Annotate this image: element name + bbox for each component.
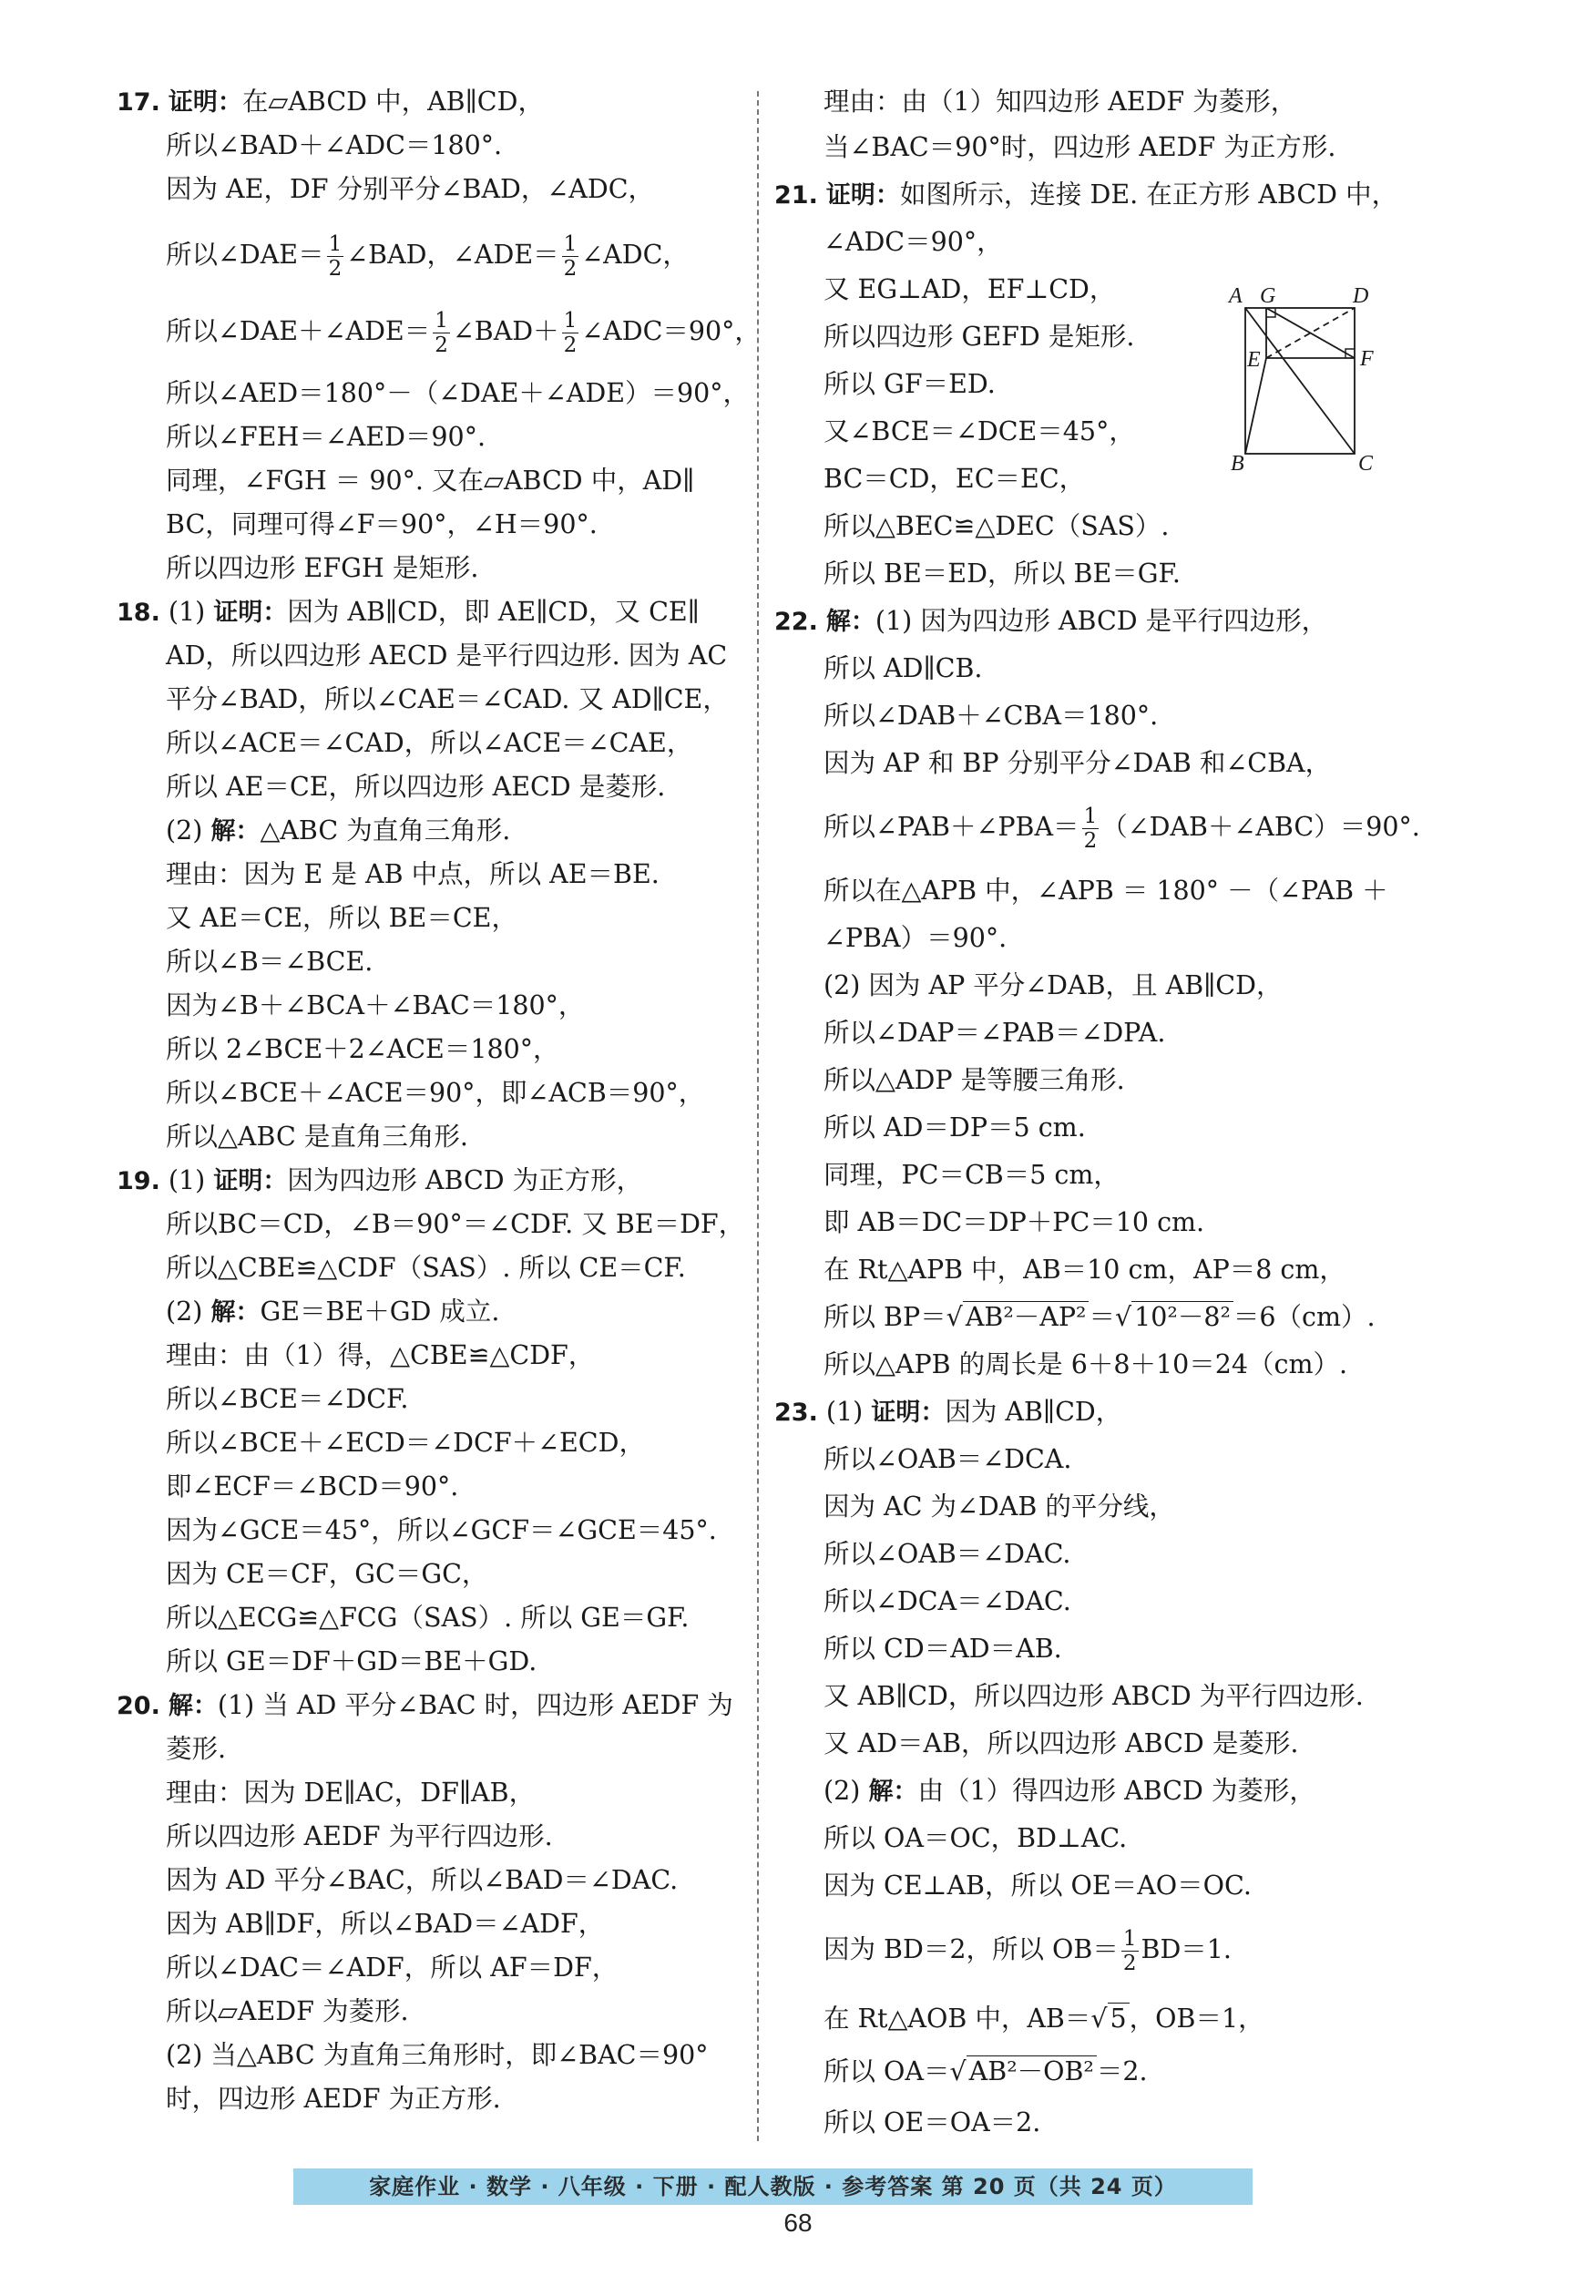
label-f: F: [1360, 347, 1374, 371]
line-text: 所以∠BCE＋∠ECD＝∠DCF＋∠ECD，: [166, 1428, 645, 1458]
line-text: ∠ADC＝90°，: [581, 316, 761, 346]
answer-line: [166, 1950, 618, 1986]
line-text: (1): [168, 1165, 214, 1195]
fraction-denominator: 2: [563, 257, 578, 281]
answer-line: [166, 1556, 487, 1593]
question-number: 20.: [117, 1692, 160, 1720]
radicand: AB²－AP²: [963, 1301, 1090, 1332]
fraction-numerator: 1: [435, 309, 448, 333]
answer-line: [166, 1338, 594, 1374]
line-text: 所以四边形 EFGH 是矩形.: [166, 553, 479, 583]
line-text: 所以▱AEDF 为菱形.: [166, 1996, 409, 2026]
fraction-numerator: 1: [563, 232, 578, 256]
answer-line: [824, 1252, 1345, 1288]
answer-line: [166, 171, 654, 208]
question-number: 18.: [117, 599, 160, 627]
line-text: 所以△ADP 是等腰三角形.: [824, 1065, 1125, 1095]
answer-line: [166, 1775, 535, 1811]
line-text: (2): [166, 1297, 211, 1327]
answer-line: [774, 1394, 1121, 1431]
label-d: D: [1353, 284, 1369, 308]
answer-line: [824, 1678, 1364, 1715]
answer-line: [824, 1347, 1347, 1383]
question-number: 17.: [117, 88, 160, 117]
line-text: 所以△APB 的周长是 6＋8＋10＝24（cm）.: [824, 1349, 1348, 1379]
answer-line: [166, 1512, 717, 1549]
line-text: 所以∠OAB＝∠DCA.: [824, 1444, 1072, 1474]
answer-line: [824, 873, 1388, 909]
label-c: C: [1358, 452, 1374, 472]
line-text: 所以 BP＝√: [824, 1302, 963, 1332]
answer-line: [166, 725, 692, 762]
line-text: (1): [168, 597, 214, 627]
line-text-rest: 由（1）得四边形 ABCD 为菱形，: [917, 1776, 1315, 1806]
line-text: 时，四边形 AEDF 为正方形.: [166, 2084, 501, 2114]
question-number: 23.: [774, 1399, 818, 1427]
line-text: 在 Rt△AOB 中，AB＝√: [824, 2004, 1108, 2034]
line-text: ，OB＝1，: [1129, 2004, 1264, 2034]
line-text: 因为 AE，DF 分别平分∠BAD，∠ADC，: [166, 174, 655, 204]
line-text: 所以∠DAB＋∠CBA＝180°.: [824, 701, 1159, 731]
proof-keyword: 证明：: [168, 88, 242, 117]
line-text: (1) 当 AD 平分∠BAC 时，四边形 AEDF 为: [217, 1690, 733, 1720]
answer-line: [117, 1163, 642, 1200]
answer-line: [824, 224, 1003, 261]
line-text: ＝2.: [1096, 2056, 1148, 2086]
line-text: 所以∠OAB＝∠DAC.: [824, 1539, 1071, 1569]
answer-line: [166, 2037, 709, 2074]
question-number: 21.: [774, 181, 818, 210]
proof-keyword: 解：: [210, 1298, 261, 1327]
fraction: [433, 309, 450, 357]
answer-line: [824, 1584, 1071, 1620]
answer-line: [824, 1820, 1127, 1857]
answer-line: [166, 1031, 559, 1068]
answer-line: [166, 1206, 744, 1243]
answer-line: [166, 550, 478, 587]
line-text: 所以 AE＝CE，所以四边形 AECD 是菱形.: [166, 772, 666, 802]
answer-line: [166, 507, 598, 543]
line-text: BC，同理可得∠F＝90°，∠H＝90°.: [166, 509, 598, 539]
answer-line: [166, 769, 665, 805]
line-text: 又 AE＝CE，所以 BE＝CE，: [166, 903, 517, 933]
line-text: (1) 因为四边形 ABCD 是平行四边形，: [875, 606, 1328, 636]
line-text: 因为 AB∥DF，所以∠BAD＝∠ADF，: [166, 1909, 605, 1939]
line-text: 所以∠PAB＋∠PBA＝: [824, 812, 1079, 842]
answer-line: [824, 1299, 1376, 1336]
line-text: ＝√: [1089, 1302, 1132, 1332]
line-text: 所以 AD∥CB.: [824, 653, 983, 683]
answer-line: [824, 794, 1420, 860]
fraction: [1082, 805, 1100, 853]
answer-line: [166, 1425, 645, 1461]
answer-line: [824, 461, 1085, 497]
fraction: [562, 232, 579, 281]
line-text: 所以∠DCA＝∠DAC.: [824, 1586, 1071, 1616]
answer-line: [166, 128, 502, 164]
answer-line: [166, 856, 660, 893]
answer-line: [824, 745, 1331, 782]
answer-line: [824, 2001, 1264, 2037]
line-text: 理由：因为 E 是 AB 中点，所以 AE＝BE.: [166, 859, 660, 889]
answer-line: [166, 419, 486, 456]
fraction-denominator: 2: [435, 333, 448, 357]
line-text-rest: 因为 AB∥CD，: [945, 1397, 1122, 1427]
line-text: 同理，PC＝CB＝5 cm，: [824, 1160, 1120, 1190]
line-text: 因为∠GCE＝45°，所以∠GCF＝∠GCE＝45°.: [166, 1515, 717, 1545]
answer-line: [166, 1906, 604, 1942]
line-text: 所以四边形 AEDF 为平行四边形.: [166, 1821, 553, 1851]
line-text: 所以∠BCE＋∠ACE＝90°，即∠ACB＝90°，: [166, 1078, 705, 1108]
answer-line: [824, 1110, 1086, 1146]
answer-line: [824, 84, 1296, 120]
line-text: (2) 因为 AP 平分∠DAB，且 AB∥CD，: [824, 970, 1283, 1000]
answer-line: [824, 651, 982, 687]
answer-line: [824, 2105, 1040, 2141]
answer-line: [824, 414, 1135, 450]
fraction-denominator: 2: [1083, 829, 1098, 853]
answer-line: [166, 813, 510, 850]
answer-line: [824, 556, 1181, 592]
line-text: 所以∠AED＝180°－（∠DAE＋∠ADE）＝90°，: [166, 378, 750, 408]
line-text: 所以∠ACE＝∠CAD，所以∠ACE＝∠CAE，: [166, 728, 693, 758]
answer-line: [824, 698, 1158, 734]
radicand: 10²－8²: [1131, 1301, 1233, 1332]
line-text: 又 AB∥CD，所以四边形 ABCD 为平行四边形.: [824, 1681, 1364, 1711]
answer-line: [774, 177, 1397, 214]
question-number: 19.: [117, 1167, 160, 1195]
line-text: 因为 AP 和 BP 分别平分∠DAB 和∠CBA，: [824, 748, 1332, 778]
fraction: [1121, 1927, 1139, 1975]
answer-line: [824, 129, 1335, 166]
line-text: 所以 GE＝DF＋GD＝BE＋GD.: [166, 1646, 537, 1676]
fraction: [327, 232, 344, 281]
answer-line: [117, 84, 544, 121]
line-text: 同理，∠FGH ＝ 90°. 又在▱ABCD 中，AD∥: [166, 466, 695, 496]
proof-keyword: 解：: [825, 608, 875, 636]
answer-line: [824, 366, 996, 403]
answer-line: [824, 272, 1115, 308]
line-text: 又∠BCE＝∠DCE＝45°，: [824, 416, 1135, 446]
answer-line: [166, 222, 689, 288]
line-text: 所以∠BAD＋∠ADC＝180°.: [166, 130, 503, 160]
answer-line: [824, 1917, 1232, 1983]
answer-line: [824, 1062, 1125, 1099]
line-text: 因为∠B＋∠BCA＋∠BAC＝180°，: [166, 990, 585, 1020]
line-text: 因为 AC 为∠DAB 的平分线，: [824, 1491, 1175, 1522]
proof-keyword: 解：: [210, 817, 261, 846]
answer-line: [824, 920, 1007, 957]
proof-keyword: 证明：: [825, 181, 900, 210]
answer-line: [166, 638, 727, 674]
line-text: 所以∠DAE＝: [166, 240, 324, 270]
answer-line: [166, 463, 694, 499]
answer-line: [166, 299, 761, 364]
answer-line: [166, 1819, 553, 1855]
answer-line: [166, 1644, 537, 1680]
line-text: AD，所以四边形 AECD 是平行四边形. 因为 AC: [166, 641, 728, 671]
line-text: ∠ADC，: [581, 240, 689, 270]
line-text-rest: GE＝BE＋GD 成立.: [260, 1297, 500, 1327]
proof-keyword: 证明：: [871, 1399, 946, 1427]
proof-keyword: 解：: [868, 1778, 918, 1806]
line-text: 菱形.: [166, 1734, 227, 1764]
answer-line: [824, 1204, 1204, 1241]
answer-line: [166, 375, 749, 412]
answer-line: [774, 603, 1327, 641]
footer-banner: 家庭作业 · 数学 · 八年级 · 下册 · 配人教版 · 参考答案 第 20 页（共 24 页）: [293, 2168, 1253, 2205]
radicand: 5: [1108, 2003, 1130, 2034]
line-text: 所以 OE＝OA＝2.: [824, 2107, 1041, 2137]
page-number: 68: [783, 2209, 813, 2237]
answer-line: [824, 319, 1134, 355]
fraction-numerator: 1: [1083, 805, 1098, 828]
line-text: 当∠BAC＝90°时，四边形 AEDF 为正方形.: [824, 132, 1336, 162]
answer-line: [166, 1381, 408, 1418]
line-text: 所以△BEC≌△DEC（SAS）.: [824, 511, 1170, 541]
answer-line: [166, 944, 373, 980]
fraction-denominator: 2: [328, 257, 343, 281]
answer-line: [824, 1157, 1120, 1194]
line-text: 因为 BD＝2，所以 OB＝: [824, 1934, 1119, 1964]
line-text: 即 AB＝DC＝DP＋PC＝10 cm.: [824, 1207, 1205, 1237]
line-text: 因为 CE⊥AB，所以 OE＝AO＝OC.: [824, 1871, 1252, 1901]
line-text: ∠PBA）＝90°.: [824, 923, 1008, 953]
answer-line: [166, 1119, 468, 1155]
line-text: (2) 当△ABC 为直角三角形时，即∠BAC＝90°: [166, 2040, 709, 2070]
line-text-rest: 因为四边形 ABCD 为正方形，: [287, 1165, 643, 1195]
line-text: 如图所示，连接 DE. 在正方形 ABCD 中，: [899, 179, 1398, 210]
answer-line: [166, 1994, 409, 2030]
answer-line: [117, 594, 700, 631]
line-text: 即∠ECF＝∠BCD＝90°.: [166, 1471, 459, 1502]
answer-line: [824, 1489, 1175, 1525]
line-text: (2): [166, 815, 211, 846]
answer-line: [166, 682, 729, 718]
answer-line: [824, 1726, 1298, 1762]
line-text: 所以∠BCE＝∠DCF.: [166, 1384, 409, 1414]
line-text: 在 Rt△APB 中，AB＝10 cm，AP＝8 cm，: [824, 1255, 1345, 1285]
fraction-numerator: 1: [563, 309, 578, 333]
answer-line: [824, 1773, 1315, 1810]
line-text: 所以 BE＝ED，所以 BE＝GF.: [824, 559, 1181, 589]
fraction-denominator: 2: [1122, 1952, 1137, 1975]
label-b: B: [1231, 452, 1244, 472]
answer-line: [824, 968, 1282, 1004]
line-text-rest: △ABC 为直角三角形.: [260, 815, 511, 846]
line-text: 所以在△APB 中，∠APB ＝ 180° －（∠PAB ＋: [824, 876, 1388, 906]
line-text: 所以 GF＝ED.: [824, 369, 996, 399]
line-text: ∠BAD＋: [452, 316, 559, 346]
answer-line: [166, 988, 584, 1024]
line-text: 所以∠B＝∠BCE.: [166, 947, 373, 977]
question-number: 22.: [774, 608, 818, 636]
line-text: 所以∠DAE＋∠ADE＝: [166, 316, 431, 346]
line-text: 所以△ABC 是直角三角形.: [166, 1122, 468, 1152]
line-text: 所以 OA＝√: [824, 2056, 967, 2086]
answer-line: [824, 508, 1169, 545]
proof-keyword: 证明：: [213, 1167, 288, 1195]
answer-line: [824, 1868, 1252, 1904]
line-text: ∠BAD，∠ADE＝: [346, 240, 559, 270]
square-abcd-figure: [1225, 281, 1380, 472]
line-text-rest: 因为 AB∥CD，即 AE∥CD，又 CE∥: [287, 597, 700, 627]
line-text: 所以 AD＝DP＝5 cm.: [824, 1112, 1086, 1143]
line-text: 理由：由（1）得，△CBE≌△CDF，: [166, 1340, 595, 1370]
label-e: E: [1247, 348, 1261, 372]
label-g: G: [1260, 284, 1276, 308]
column-divider: [757, 91, 759, 2141]
proof-keyword: 证明：: [213, 599, 288, 627]
answer-line: [824, 1536, 1070, 1573]
line-text: BC＝CD，EC＝EC，: [824, 464, 1086, 494]
answer-line: [824, 1441, 1071, 1478]
line-text: 又 EG⊥AD，EF⊥CD，: [824, 274, 1116, 304]
answer-line: [166, 1469, 458, 1505]
line-text: (1): [825, 1397, 872, 1427]
line-text: 所以四边形 GEFD 是矩形.: [824, 322, 1135, 352]
line-text: 所以∠FEH＝∠AED＝90°.: [166, 422, 486, 452]
fraction-numerator: 1: [328, 232, 343, 256]
line-text: BD＝1.: [1141, 1934, 1232, 1964]
line-text: 因为 CE＝CF，GC＝GC，: [166, 1559, 488, 1589]
line-text: （∠DAB＋∠ABC）＝90°.: [1101, 812, 1420, 842]
answer-line: [166, 1862, 678, 1899]
line-text: 平分∠BAD，所以∠CAE＝∠CAD. 又 AD∥CE，: [166, 684, 729, 714]
line-text: 所以BC＝CD，∠B＝90°＝∠CDF. 又 BE＝DF，: [166, 1209, 745, 1239]
answer-line: [824, 2054, 1148, 2090]
label-a: A: [1229, 284, 1243, 308]
line-text: ∠ADC＝90°，: [824, 227, 1003, 257]
line-text: 在▱ABCD 中，AB∥CD，: [241, 87, 544, 117]
line-text: 理由：由（1）知四边形 AEDF 为菱形，: [824, 87, 1297, 117]
line-text: 所以 OA＝OC，BD⊥AC.: [824, 1823, 1128, 1853]
line-text: 所以△CBE≌△CDF（SAS）. 所以 CE＝CF.: [166, 1253, 686, 1283]
answer-line: [824, 1015, 1165, 1051]
line-text: 因为 AD 平分∠BAC，所以∠BAD＝∠DAC.: [166, 1865, 679, 1895]
answer-line: [166, 2081, 501, 2117]
proof-keyword: 解：: [168, 1692, 218, 1720]
answer-line: [117, 1687, 733, 1725]
answer-line: [166, 1075, 704, 1112]
fraction: [562, 309, 579, 357]
answer-line: [166, 1731, 226, 1768]
answer-line: [166, 1600, 689, 1636]
radicand: AB²－OB²: [967, 2055, 1097, 2086]
line-text: ＝6（cm）.: [1233, 1302, 1376, 1332]
fraction-numerator: 1: [1122, 1927, 1137, 1951]
line-text: 理由：因为 DE∥AC，DF∥AB，: [166, 1778, 536, 1808]
line-text: 所以△ECG≌△FCG（SAS）. 所以 GE＝GF.: [166, 1603, 690, 1633]
answer-line: [166, 1294, 500, 1331]
fraction-denominator: 2: [563, 333, 578, 357]
line-text: (2): [824, 1776, 869, 1806]
line-text: 所以 2∠BCE＋2∠ACE＝180°，: [166, 1034, 559, 1064]
line-text: 所以 CD＝AD＝AB.: [824, 1634, 1062, 1664]
answer-line: [824, 1631, 1062, 1667]
line-text: 所以∠DAP＝∠PAB＝∠DPA.: [824, 1018, 1166, 1048]
line-text: 又 AD＝AB，所以四边形 ABCD 是菱形.: [824, 1728, 1299, 1758]
line-text: 所以∠DAC＝∠ADF，所以 AF＝DF，: [166, 1953, 619, 1983]
answer-line: [166, 900, 517, 937]
segment-be: [1245, 358, 1266, 454]
answer-line: [166, 1250, 686, 1286]
